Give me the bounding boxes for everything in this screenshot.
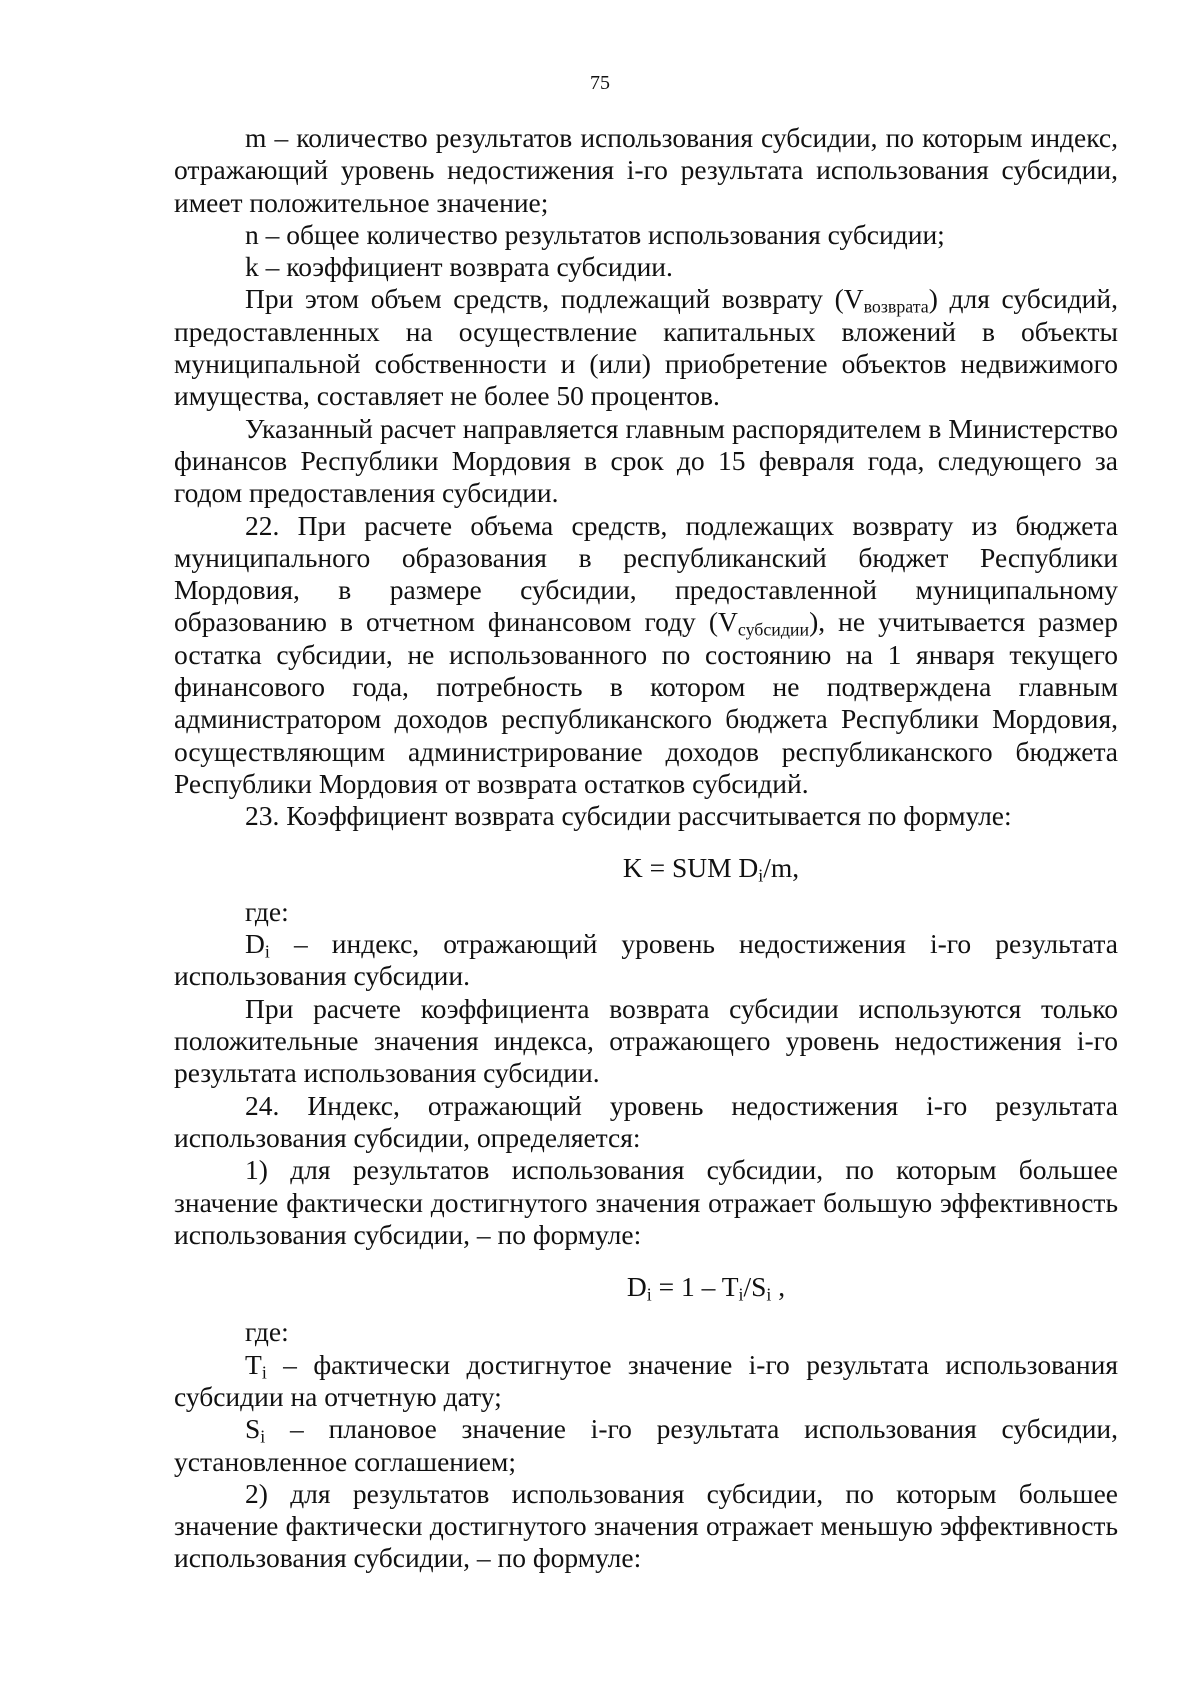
page-number: 75 bbox=[590, 72, 610, 94]
text-fragment: ), не учитывается размер остатка субсидии, не использованного по состоянию на 1 января текущего финансового года, потребность в котором не подтверждена главным администратором доходов республиканского бюджета Республики Мордовия, осуществляющим администрирование доходов республиканского бюджета Республики Мордовия от возврата остатков субсидий. bbox=[174, 606, 1118, 799]
formula-fragment: /m, bbox=[763, 851, 800, 883]
formula-fragment: /S bbox=[743, 1271, 767, 1303]
subscript: субсидии bbox=[737, 619, 810, 640]
subscript: возврата bbox=[863, 296, 929, 317]
text-fragment: – плановое значение i-го результата использования субсидии, установленное соглашением; bbox=[174, 1413, 1118, 1477]
text-fragment: – фактически достигнутое значение i-го результата использования субсидии на отчетную дату; bbox=[174, 1348, 1118, 1412]
paragraph-case-2: 2) для результатов использования субсидии, по которым большее значение фактически достигнутого значения отражает меньшую эффективность использования субсидии, – по формуле: bbox=[174, 1477, 1118, 1574]
text-fragment: При этом объем средств, подлежащий возврату (V bbox=[245, 283, 864, 315]
text-fragment: D bbox=[245, 928, 265, 960]
paragraph-24: 24. Индекс, отражающий уровень недостижения i-го результата использования субсидии, определяется: bbox=[174, 1089, 1118, 1153]
text-fragment: – индекс, отражающий уровень недостижения i-го результата использования субсидии. bbox=[174, 928, 1118, 992]
text-fragment: 22. При расчете объема средств, подлежащих возврату из бюджета муниципального образования в республиканский бюджет Республики Мордовия, в размере субсидии, предоставленной муниципальному образованию в отчетном финансовом году (V bbox=[174, 509, 1118, 638]
text-fragment: ) для субсидий, предоставленных на осуществление капитальных вложений в объекты муниципальной собственности и (или) приобретение объектов недвижимого имущества, составляет не более 50 процентов. bbox=[174, 283, 1118, 412]
paragraph-si-definition bbox=[174, 1413, 1118, 1478]
paragraph-k-definition: k – коэффициент возврата субсидии. bbox=[245, 251, 673, 283]
subscript: i bbox=[646, 1284, 652, 1305]
subscript: i bbox=[260, 1426, 266, 1447]
subscript: i bbox=[766, 1284, 772, 1305]
formula-fragment: = 1 – T bbox=[651, 1271, 739, 1303]
paragraph-case-1: 1) для результатов использования субсидии, по которым большее значение фактически достигнутого значения отражает большую эффективность использования субсидии, – по формуле: bbox=[174, 1154, 1118, 1250]
paragraph-ti-definition bbox=[174, 1349, 1118, 1414]
formula-di bbox=[174, 1271, 1118, 1303]
subscript: i bbox=[738, 1284, 744, 1305]
formula-k bbox=[174, 852, 1118, 884]
text-fragment: T bbox=[245, 1348, 262, 1380]
paragraph-positive-values: При расчете коэффициента возврата субсидии используются только положительные значения индекса, отражающего уровень недостижения i-го результата использования субсидии. bbox=[174, 992, 1118, 1089]
paragraph-22 bbox=[174, 510, 1118, 801]
subscript: i bbox=[261, 1362, 267, 1383]
formula-fragment: K = SUM D bbox=[622, 851, 759, 883]
paragraph-di-definition bbox=[174, 928, 1118, 993]
paragraph-n-definition: n – общее количество результатов использования субсидии; bbox=[245, 218, 945, 250]
text-fragment: S bbox=[245, 1413, 261, 1445]
paragraph-return-volume bbox=[174, 283, 1118, 412]
subscript: i bbox=[758, 865, 764, 885]
paragraph-calculation-submission: Указанный расчет направляется главным распорядителем в Министерство финансов Республики Мордовия в срок до 15 февраля года, следующего за годом предоставления субсидии. bbox=[174, 412, 1118, 509]
paragraph-where-1: где: bbox=[245, 895, 289, 927]
paragraph-23: 23. Коэффициент возврата субсидии рассчитывается по формуле: bbox=[245, 800, 1012, 832]
paragraph-where-2: где: bbox=[245, 1316, 289, 1348]
formula-fragment: , bbox=[771, 1271, 786, 1303]
document-body bbox=[174, 122, 1118, 1575]
paragraph-m-definition: m – количество результатов использования субсидии, по которым индекс, отражающий уровень недостижения i-го результата использования субсидии, имеет положительное значение; bbox=[174, 122, 1118, 218]
subscript: i bbox=[264, 941, 270, 962]
formula-fragment: D bbox=[626, 1271, 647, 1303]
